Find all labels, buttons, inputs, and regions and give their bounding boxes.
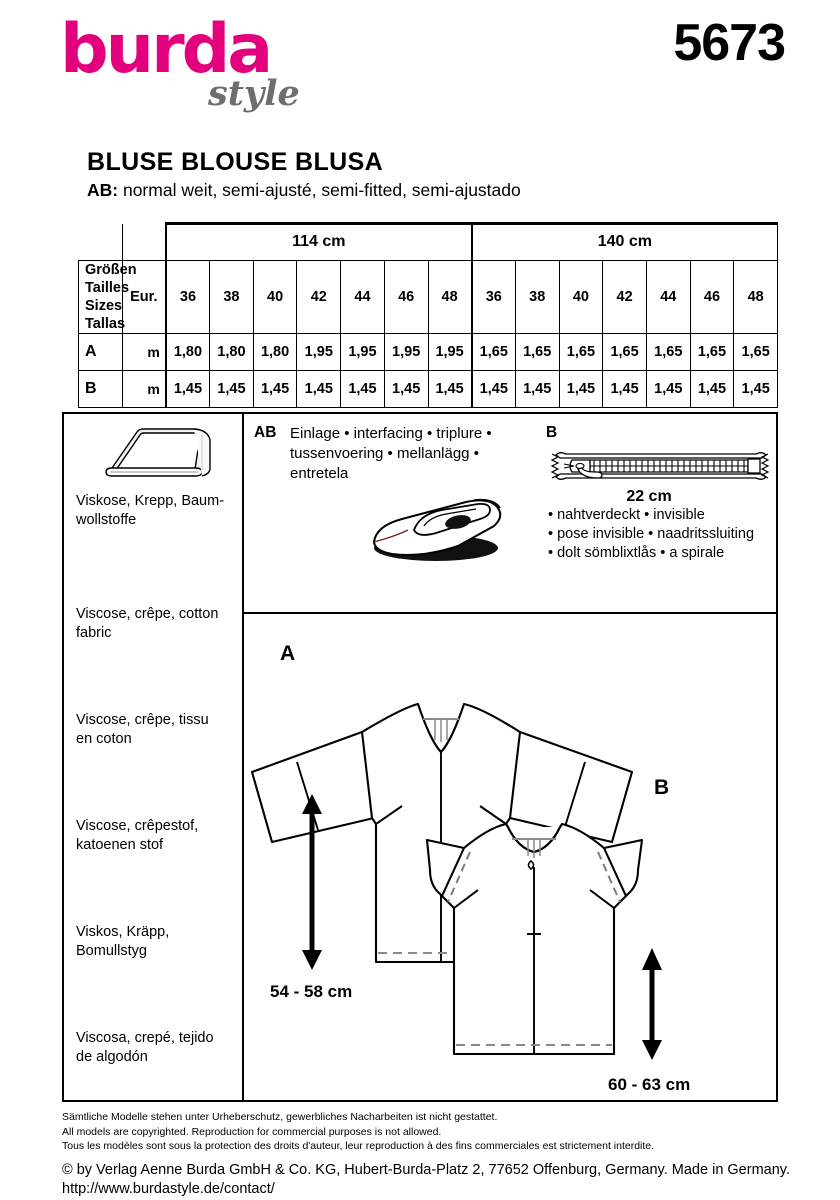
interfacing-text xyxy=(290,424,522,484)
size-header-140-44: 44 xyxy=(646,260,690,333)
zipper-view-label: B xyxy=(546,424,558,441)
fabric-entry-en xyxy=(76,605,232,642)
cell-a-140-44: 1,65 xyxy=(646,333,690,370)
sizes-label-line2: Sizes Tallas xyxy=(85,297,126,332)
view-b-label: B xyxy=(654,776,670,799)
size-header-140-48: 48 xyxy=(734,260,778,333)
zipper-icon xyxy=(542,446,778,486)
fabric-de-line2: wollstoffe xyxy=(76,511,137,528)
size-header-140-46: 46 xyxy=(690,260,734,333)
zipper-feature-1: • nahtverdeckt • invisible xyxy=(548,507,705,523)
contact-url[interactable]: http://www.burdastyle.de/contact/ xyxy=(62,1180,275,1197)
fabric-sv-line2: Bomullstyg xyxy=(76,942,147,959)
interfacing-line2: tussenvoering • mellanlägg • xyxy=(290,445,479,462)
cell-b-114-44: 1,45 xyxy=(341,370,385,407)
sizes-label-cell xyxy=(79,260,137,333)
fabric-de-line1: Viskose, Krepp, Baum- xyxy=(76,493,225,509)
row-unit-a: m xyxy=(122,333,166,370)
cell-b-114-40: 1,45 xyxy=(253,370,297,407)
garment-illustrations xyxy=(242,612,778,1102)
cell-b-140-48: 1,45 xyxy=(734,370,778,407)
cell-a-114-46: 1,95 xyxy=(384,333,428,370)
size-header-114-42: 42 xyxy=(297,260,341,333)
sizes-label-line1: Größen Tailles xyxy=(85,261,137,296)
interfacing-views-label: AB xyxy=(254,424,277,441)
size-header-140-36: 36 xyxy=(472,260,516,333)
cell-a-140-42: 1,65 xyxy=(603,333,647,370)
size-header-114-40: 40 xyxy=(253,260,297,333)
fabric-bolt-icon xyxy=(82,424,222,486)
view-b-length-text: 60 - 63 cm xyxy=(608,1075,691,1094)
row-view-a: A xyxy=(79,333,123,370)
logo-style-wordmark: style xyxy=(208,73,300,114)
cell-a-114-48: 1,95 xyxy=(428,333,472,370)
size-header-114-36: 36 xyxy=(166,260,210,333)
cell-b-114-36: 1,45 xyxy=(166,370,210,407)
burda-style-logo xyxy=(60,10,360,114)
zipper-feature-3: • dolt sömblixtlås • a spirale xyxy=(548,545,725,561)
cell-a-114-42: 1,95 xyxy=(297,333,341,370)
fabric-entry-de xyxy=(76,492,232,529)
cell-b-140-40: 1,45 xyxy=(559,370,603,407)
table-row xyxy=(79,333,778,370)
legal-text-de: Sämtliche Modelle stehen unter Urheberschutz, gewerbliches Nacharbeiten ist nicht gestattet. xyxy=(62,1111,498,1123)
cell-a-140-48: 1,65 xyxy=(734,333,778,370)
cell-b-114-38: 1,45 xyxy=(210,370,254,407)
size-header-140-38: 38 xyxy=(515,260,559,333)
logo-burda-wordmark: burda xyxy=(60,10,271,89)
title-block xyxy=(87,148,787,201)
legal-text-fr: Tous les modèles sont sous la protection des droits d'auteur, leur reproduction à des fins commerciales est strictement interdite. xyxy=(62,1140,655,1152)
table-corner-blank xyxy=(79,224,123,261)
zipper-feature-2: • pose invisible • naadritssluiting xyxy=(548,526,755,542)
garment-drawings-svg xyxy=(242,612,778,1102)
size-header-140-40: 40 xyxy=(559,260,603,333)
cell-a-140-40: 1,65 xyxy=(559,333,603,370)
fabric-entry-fr xyxy=(76,711,232,748)
size-header-114-44: 44 xyxy=(341,260,385,333)
cell-b-140-46: 1,45 xyxy=(690,370,734,407)
table-row-widths xyxy=(79,224,778,261)
fabric-suggestions-column xyxy=(64,414,242,1100)
size-header-114-38: 38 xyxy=(210,260,254,333)
page-footer xyxy=(62,1110,792,1199)
cell-a-140-46: 1,65 xyxy=(690,333,734,370)
fabric-es-line2: de algodón xyxy=(76,1048,148,1065)
cell-a-140-36: 1,65 xyxy=(472,333,516,370)
interfacing-line3: entretela xyxy=(290,465,349,482)
interfacing-block xyxy=(242,414,532,612)
cell-a-114-38: 1,80 xyxy=(210,333,254,370)
cell-b-114-42: 1,45 xyxy=(297,370,341,407)
legal-text-en: All models are copyrighted. Reproduction for commercial purposes is not allowed. xyxy=(62,1125,442,1138)
view-a-label: A xyxy=(280,642,296,665)
fit-description xyxy=(87,179,787,201)
row-unit-b: m xyxy=(122,370,166,407)
cell-b-140-44: 1,45 xyxy=(646,370,690,407)
fabric-requirements-table xyxy=(78,222,778,408)
cell-b-114-48: 1,45 xyxy=(428,370,472,407)
view-b-length-arrow xyxy=(642,948,662,1060)
zipper-length: 22 cm xyxy=(626,488,672,505)
copyright-text: © by Verlag Aenne Burda GmbH & Co. KG, Hubert-Burda-Platz 2, 77652 Offenburg, Germany. Made in Germany. xyxy=(62,1161,790,1178)
row-view-b: B xyxy=(79,370,123,407)
cell-b-140-42: 1,45 xyxy=(603,370,647,407)
fabric-width-114: 114 cm xyxy=(166,224,472,261)
fit-text: normal weit, semi-ajusté, semi-fitted, semi-ajustado xyxy=(118,180,521,200)
table-corner-blank-2 xyxy=(122,224,166,261)
cell-b-140-36: 1,45 xyxy=(472,370,516,407)
fabric-sv-line1: Viskos, Kräpp, xyxy=(76,924,170,940)
fabric-en-line2: fabric xyxy=(76,624,112,641)
cell-a-114-44: 1,95 xyxy=(341,333,385,370)
fabric-fr-line1: Viscose, crêpe, tissu xyxy=(76,712,209,728)
size-header-140-42: 42 xyxy=(603,260,647,333)
cell-a-140-38: 1,65 xyxy=(515,333,559,370)
table-row xyxy=(79,370,778,407)
zipper-block xyxy=(532,414,778,612)
fit-views-label: AB: xyxy=(87,180,119,200)
iron-icon xyxy=(362,486,510,566)
cell-a-114-36: 1,80 xyxy=(166,333,210,370)
fabric-nl-line1: Viscose, crêpestof, xyxy=(76,818,199,834)
fabric-en-line1: Viscose, crêpe, cotton xyxy=(76,606,219,622)
size-header-114-46: 46 xyxy=(384,260,428,333)
pattern-info-panel xyxy=(62,412,778,1102)
fabric-nl-line2: katoenen stof xyxy=(76,836,164,853)
interfacing-line1: Einlage • interfacing • triplure • xyxy=(290,425,492,442)
page-title: BLUSE BLOUSE BLUSA xyxy=(87,148,384,176)
size-header-114-48: 48 xyxy=(428,260,472,333)
cell-b-140-38: 1,45 xyxy=(515,370,559,407)
cell-a-114-40: 1,80 xyxy=(253,333,297,370)
page-header xyxy=(0,0,840,130)
fabric-entry-es xyxy=(76,1029,232,1066)
fabric-width-140: 140 cm xyxy=(472,224,778,261)
view-a-length-text: 54 - 58 cm xyxy=(270,982,353,1001)
table-row-sizes xyxy=(79,260,778,333)
fabric-entry-sv xyxy=(76,923,232,960)
fabric-es-line1: Viscosa, crepé, tejido xyxy=(76,1030,214,1046)
unit-header: Eur. xyxy=(122,260,166,333)
pattern-number: 5673 xyxy=(673,14,785,72)
fabric-fr-line2: en coton xyxy=(76,730,132,747)
fabric-entry-nl xyxy=(76,817,232,854)
cell-b-114-46: 1,45 xyxy=(384,370,428,407)
